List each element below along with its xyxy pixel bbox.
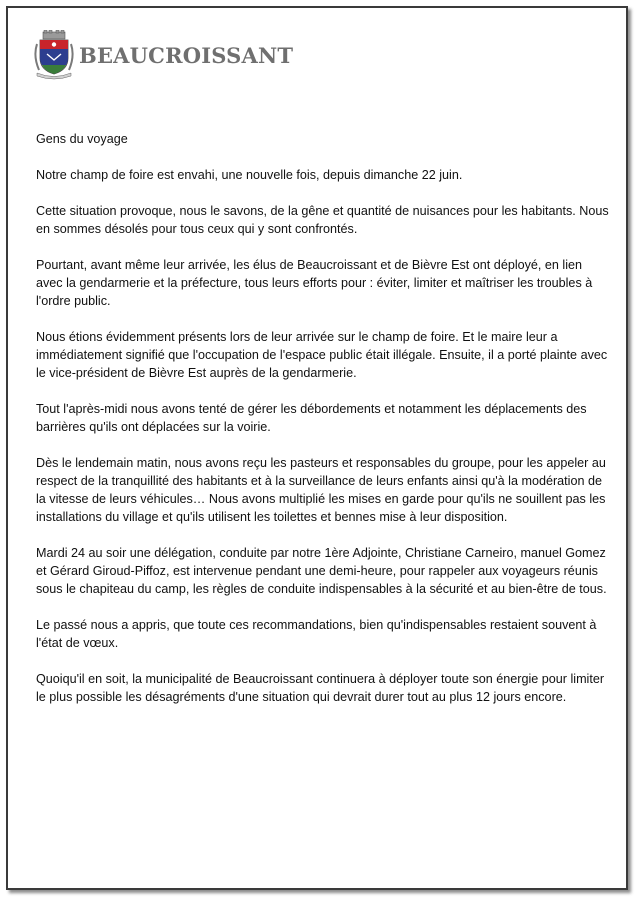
document-page (6, 6, 628, 890)
town-name-logo: BEAUCROISSANT (79, 42, 294, 68)
paragraph: Dès le lendemain matin, nous avons reçu les pasteurs et responsables du groupe, pour les appeler au respect de la tranquillité des habitants et à la surveillance de leurs enfants ainsi qu'à la modération de la vitesse de leurs véhicules… Nous avons multiplié les mises en garde pour qu'ils ne souillent pas les installations du village et qu'ils utilisent les toilettes et bennes mise à leur disposition. (36, 456, 606, 524)
paragraph: Mardi 24 au soir une délégation, conduite par notre 1ère Adjointe, Christiane Carneiro, manuel Gomez et Gérard Giroud-Piffoz, est intervenue pendant une demi-heure, pour rappeler aux voyageurs réunis sous le chapiteau du camp, les règles de conduite indispensables à la sécurité et au bien-être de tous. (36, 546, 607, 596)
paragraph: Tout l'après-midi nous avons tenté de gérer les débordements et notamment les déplacements des barrières qu'ils ont déplacées sur la voirie. (36, 402, 587, 434)
paragraph: Cette situation provoque, nous le savons, de la gêne et quantité de nuisances pour les habitants. Nous en sommes désolés pour tous ceux qui y sont confrontés. (36, 204, 609, 236)
letterhead (33, 30, 293, 80)
paragraph: Nous étions évidemment présents lors de leur arrivée sur le champ de foire. Et le maire leur a immédiatement signifié que l'occupation de l'espace public était illégale. Ensuite, il a porté plainte avec le vice-président de Bièvre Est auprès de la gendarmerie. (36, 330, 608, 380)
paragraph: Le passé nous a appris, que toute ces recommandations, bien qu'indispensables restaient souvent à l'état de vœux. (36, 618, 597, 650)
letter-body (36, 130, 610, 724)
coat-of-arms-icon (33, 30, 75, 80)
letter-title: Gens du voyage (36, 132, 128, 146)
paragraph: Quoiqu'il en soit, la municipalité de Beaucroissant continuera à déployer toute son énergie pour limiter le plus possible les désagréments d'une situation qui devrait durer tout au plus 12 jours encore. (36, 672, 605, 704)
paragraph: Notre champ de foire est envahi, une nouvelle fois, depuis dimanche 22 juin. (36, 168, 463, 182)
paragraph: Pourtant, avant même leur arrivée, les élus de Beaucroissant et de Bièvre Est ont déployé, en lien avec la gendarmerie et la préfecture, tous leurs efforts pour : éviter, limiter et maîtriser les troubles à l'ordre public. (36, 258, 593, 308)
